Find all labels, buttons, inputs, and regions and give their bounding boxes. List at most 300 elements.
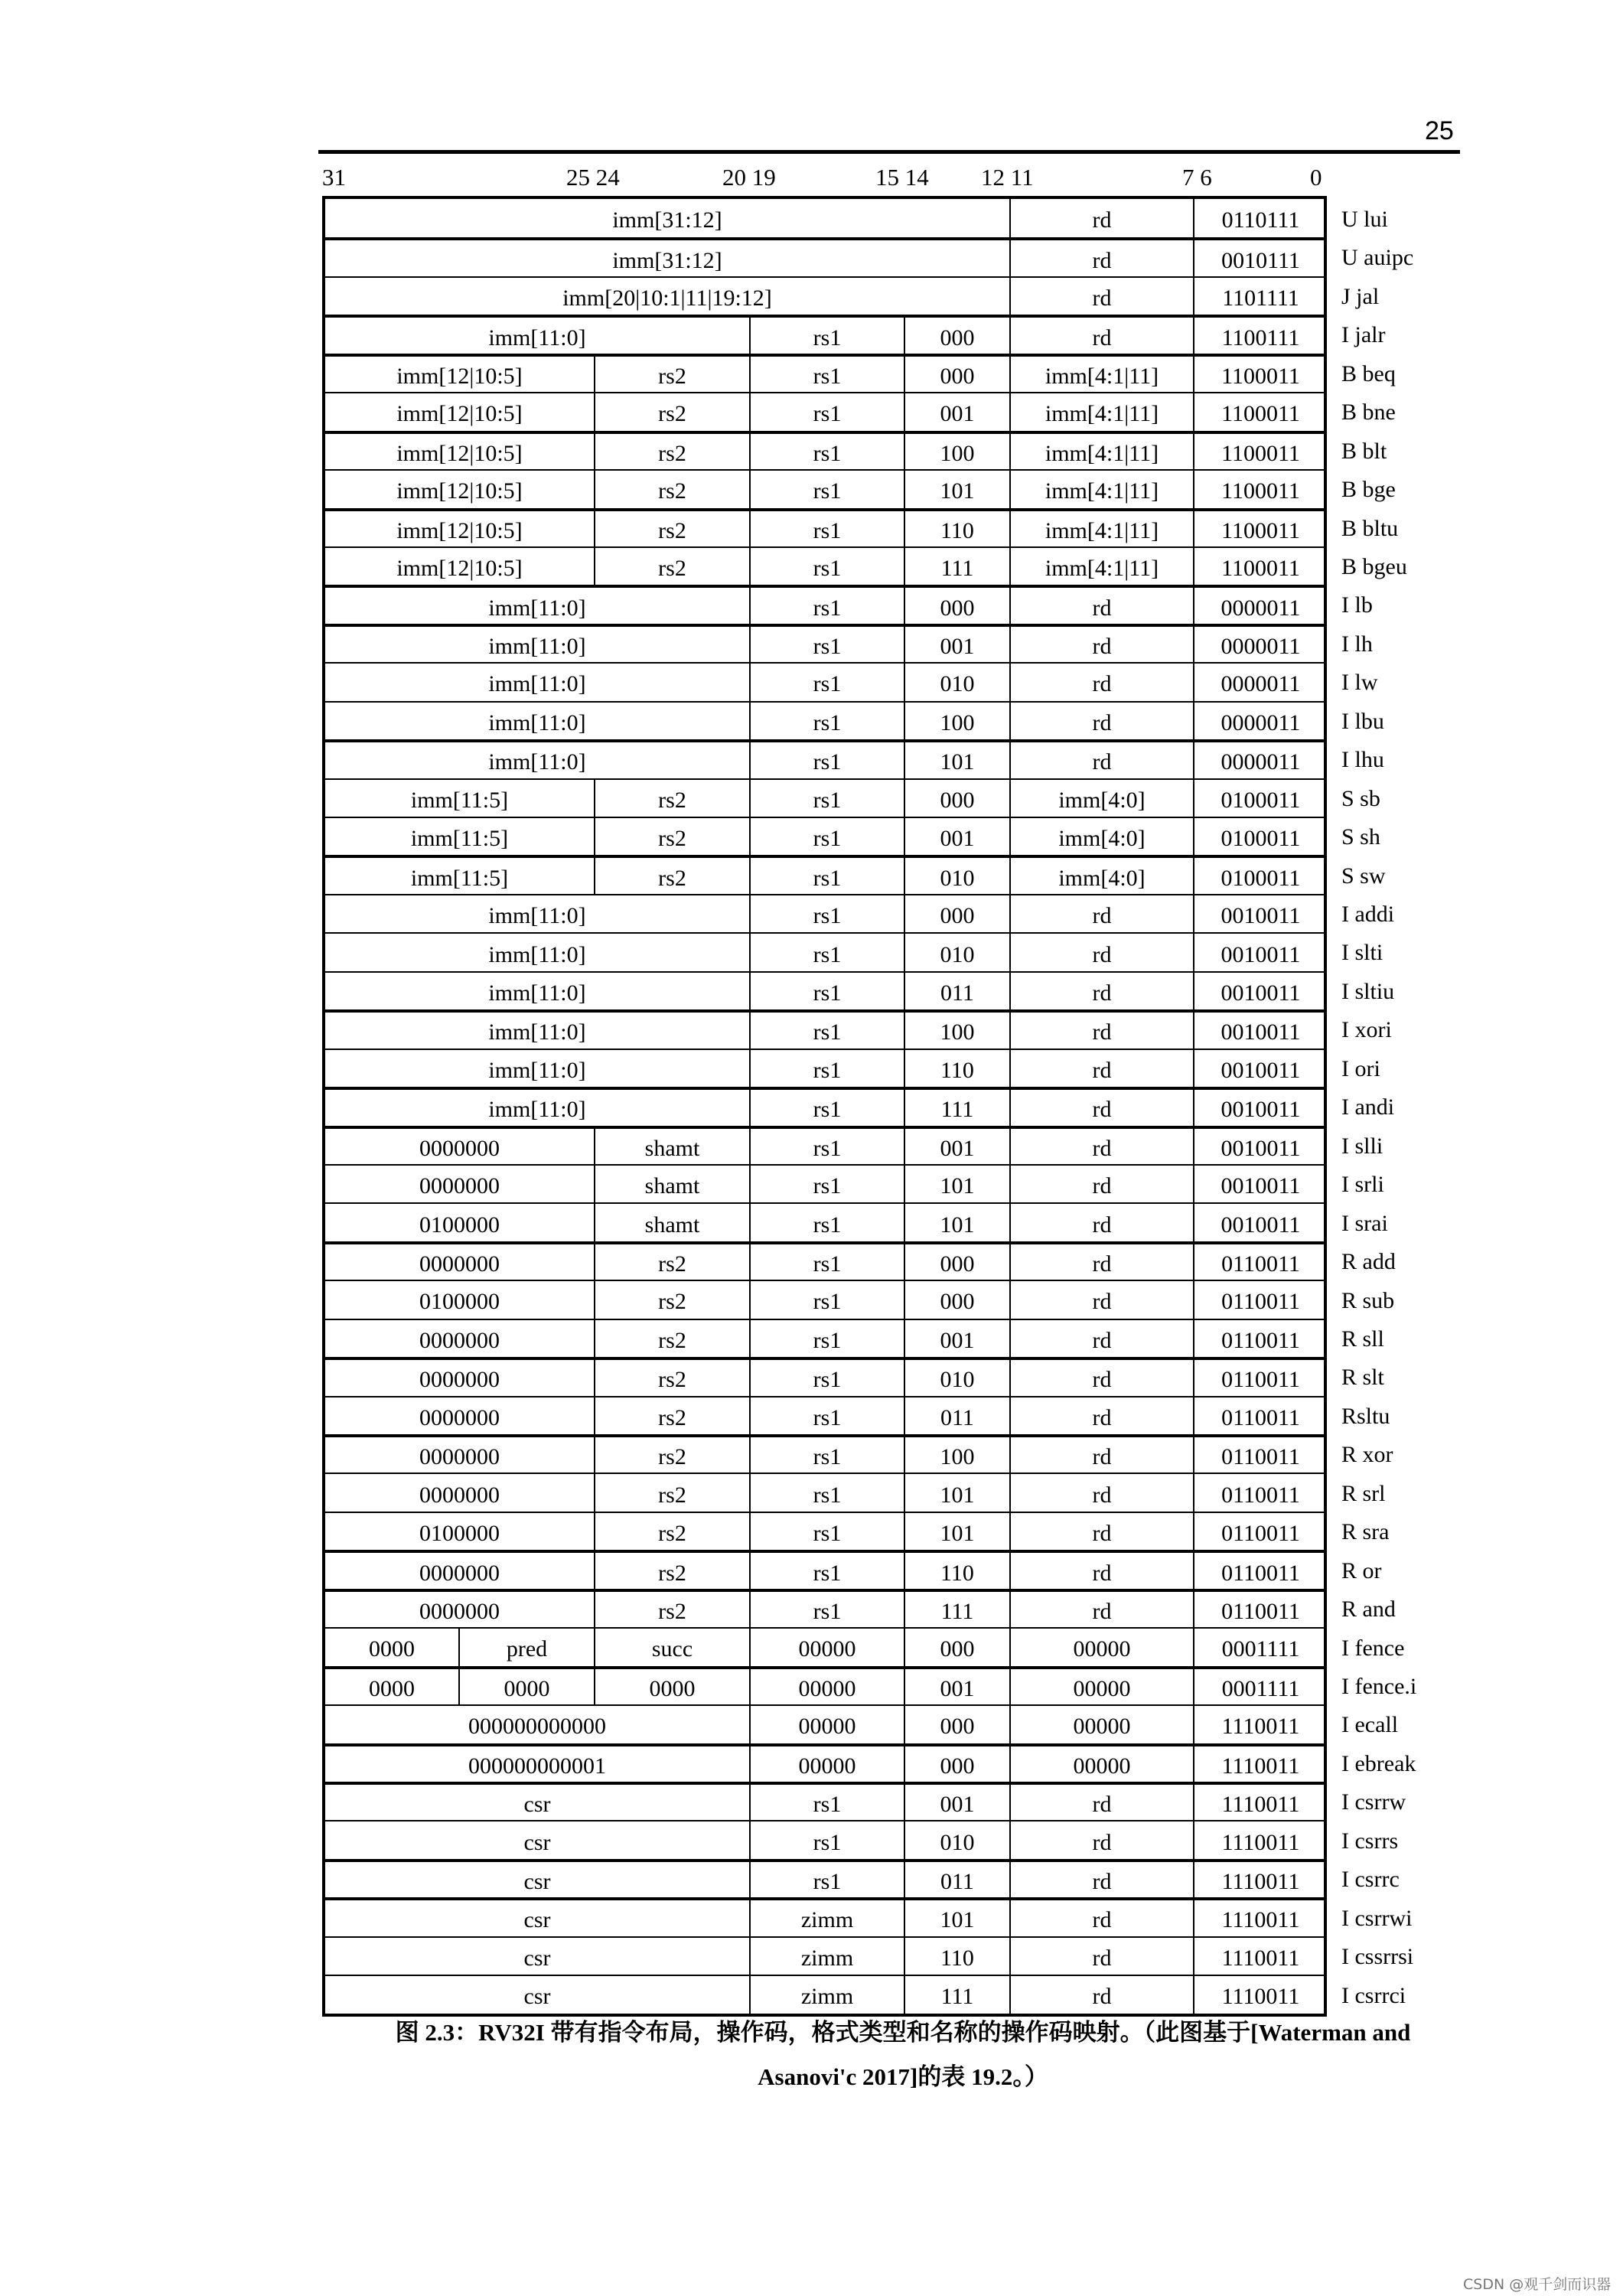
field-cell: rd	[1009, 1050, 1193, 1087]
field-cell: rs2	[594, 858, 749, 893]
instruction-label: I jalr	[1341, 322, 1386, 348]
field-cell: rs1	[749, 1129, 904, 1164]
field-cell: 00000	[749, 1669, 904, 1704]
field-cell: csr	[523, 1984, 551, 2010]
field-cell: rs1	[749, 1013, 904, 1048]
field-cell: 0100000	[419, 1212, 500, 1238]
field-cell: 010	[904, 858, 1009, 893]
field-cell: rs1	[749, 1821, 904, 1858]
field-cell: 0000011	[1193, 664, 1327, 700]
table-row	[325, 739, 1324, 778]
field-cell: rs1	[749, 780, 904, 817]
field-cell: 0100011	[1193, 818, 1327, 855]
field-cell: 0010011	[1193, 895, 1327, 932]
field-cell: 0010011	[1193, 1013, 1327, 1048]
field-cell: rs2	[594, 1281, 749, 1318]
instruction-label: I ebreak	[1341, 1750, 1416, 1776]
instruction-label: R sll	[1341, 1326, 1384, 1352]
field-cell: zimm	[749, 1900, 904, 1936]
field-cell: 000	[904, 1706, 1009, 1743]
table-row	[325, 1897, 1324, 1936]
field-cell: rd	[1009, 1360, 1193, 1395]
field-cell: 0110011	[1193, 1437, 1327, 1473]
field-cell: rs2	[594, 393, 749, 430]
field-cell: 110	[904, 1553, 1009, 1588]
table-row	[325, 662, 1324, 700]
table-row	[325, 1087, 1324, 1125]
field-cell: 0000	[369, 1636, 415, 1662]
field-cell: 0110011	[1193, 1360, 1327, 1395]
field-cell: csr	[523, 1792, 551, 1818]
field-cell: rs1	[749, 1090, 904, 1125]
field-cell: 0000	[369, 1675, 415, 1701]
table-row	[325, 392, 1324, 430]
instruction-label: B bltu	[1341, 515, 1399, 541]
field-cell: rs1	[749, 1204, 904, 1241]
field-cell: imm[11:0]	[488, 980, 586, 1006]
field-cell: rs1	[749, 742, 904, 778]
field-cell: imm[11:0]	[488, 634, 586, 660]
table-row	[325, 1241, 1324, 1280]
instruction-label: R sra	[1341, 1519, 1390, 1545]
table-row	[325, 1164, 1324, 1202]
instruction-label: I slti	[1341, 940, 1383, 966]
instruction-label: R and	[1341, 1596, 1396, 1623]
field-cell: rs1	[749, 934, 904, 970]
instruction-label: I ori	[1341, 1055, 1380, 1081]
field-cell: 100	[904, 1013, 1009, 1048]
field-cell: rs2	[594, 1513, 749, 1550]
field-cell: shamt	[594, 1129, 749, 1164]
field-cell: 101	[904, 742, 1009, 778]
field-cell: 0000011	[1193, 742, 1327, 778]
field-cell: 0110011	[1193, 1397, 1327, 1434]
instruction-label: R or	[1341, 1557, 1382, 1583]
field-cell: 1100111	[1193, 318, 1327, 353]
field-cell: rs2	[594, 1320, 749, 1357]
field-cell: 000	[904, 895, 1009, 932]
table-row	[325, 1704, 1324, 1743]
field-cell: rs1	[749, 973, 904, 1009]
field-cell: rd	[1009, 240, 1193, 276]
field-cell: 0010011	[1193, 934, 1327, 970]
field-cell: 0000000	[419, 1367, 500, 1393]
table-row	[325, 1473, 1324, 1511]
field-cell: imm[11:0]	[488, 325, 586, 351]
field-cell: imm[4:0]	[1009, 818, 1193, 855]
field-cell: 0110011	[1193, 1553, 1327, 1588]
field-cell: rs1	[749, 434, 904, 469]
field-cell: 101	[904, 1513, 1009, 1550]
field-cell: 000	[904, 1281, 1009, 1318]
instruction-label: R slt	[1341, 1365, 1384, 1391]
field-cell: 111	[904, 1592, 1009, 1627]
field-cell: 00000	[1009, 1706, 1193, 1743]
field-cell: 1110011	[1193, 1746, 1327, 1782]
instruction-label: I sltiu	[1341, 978, 1395, 1004]
field-cell: pred	[458, 1629, 594, 1665]
field-cell: rd	[1009, 1013, 1193, 1048]
field-cell: 0000000	[419, 1482, 500, 1508]
table-row	[325, 1009, 1324, 1048]
field-cell: 1110011	[1193, 1785, 1327, 1820]
instruction-label: B blt	[1341, 438, 1387, 464]
table-row	[325, 237, 1324, 276]
field-cell: csr	[523, 1945, 551, 1971]
field-cell: rd	[1009, 934, 1193, 970]
field-cell: 0000000	[419, 1173, 500, 1199]
instruction-label: R add	[1341, 1249, 1396, 1275]
field-cell: imm[4:1|11]	[1009, 357, 1193, 392]
field-cell: shamt	[594, 1166, 749, 1202]
field-cell: 1100011	[1193, 393, 1327, 430]
table-row	[325, 1126, 1324, 1164]
table-row	[325, 1743, 1324, 1782]
field-cell: imm[11:0]	[488, 709, 586, 735]
field-cell: rs1	[749, 1360, 904, 1395]
instruction-label: I fence.i	[1341, 1673, 1417, 1699]
field-cell: rs2	[594, 818, 749, 855]
table-row	[325, 1820, 1324, 1858]
field-cell: rs2	[594, 1474, 749, 1511]
field-cell: imm[12|10:5]	[396, 401, 523, 427]
field-cell: rs1	[749, 1437, 904, 1473]
field-cell: rs1	[749, 318, 904, 353]
table-row	[325, 894, 1324, 932]
field-cell: rs2	[594, 357, 749, 392]
table-row	[325, 1859, 1324, 1897]
field-cell: 0100000	[419, 1521, 500, 1547]
field-cell: 0010011	[1193, 1204, 1327, 1241]
instruction-label: B bne	[1341, 400, 1396, 426]
field-cell: 111	[904, 1090, 1009, 1125]
field-cell: rd	[1009, 1397, 1193, 1434]
instruction-label: I csrrw	[1341, 1789, 1406, 1815]
table-row	[325, 276, 1324, 315]
table-row	[325, 431, 1324, 469]
field-cell: 0010111	[1193, 240, 1327, 276]
field-cell: rs1	[749, 703, 904, 739]
figure-caption-line2: Asanovi'c 2017]的表 19.2。）	[758, 2063, 1048, 2090]
field-cell: 001	[904, 393, 1009, 430]
field-cell: imm[12|10:5]	[396, 363, 523, 389]
field-cell: rd	[1009, 318, 1193, 353]
field-cell: imm[11:5]	[410, 865, 509, 891]
field-cell: imm[31:12]	[612, 247, 722, 273]
table-row	[325, 1512, 1324, 1550]
field-cell: 0000011	[1193, 588, 1327, 623]
instruction-label: B bgeu	[1341, 554, 1407, 580]
field-cell: 000000000000	[468, 1714, 606, 1740]
field-cell: imm[20|10:1|11|19:12]	[562, 285, 772, 311]
bit-label: 0	[1310, 164, 1322, 191]
field-cell: 010	[904, 934, 1009, 970]
field-cell: 00000	[1009, 1669, 1193, 1704]
table-row	[325, 1434, 1324, 1473]
field-cell: imm[11:0]	[488, 941, 586, 967]
field-cell: 0000000	[419, 1135, 500, 1161]
instruction-label: Rsltu	[1341, 1403, 1390, 1429]
instruction-label: I addi	[1341, 902, 1395, 928]
instruction-label: J jal	[1341, 283, 1380, 309]
page-number: 25	[1425, 116, 1454, 145]
field-cell: imm[12|10:5]	[396, 440, 523, 466]
field-cell: imm[12|10:5]	[396, 556, 523, 582]
field-cell: rd	[1009, 1437, 1193, 1473]
field-cell: 100	[904, 703, 1009, 739]
field-cell: 0000000	[419, 1444, 500, 1470]
field-cell: imm[11:5]	[410, 787, 509, 813]
field-cell: rd	[1009, 1244, 1193, 1280]
field-cell: 0001111	[1193, 1669, 1327, 1704]
table-row	[325, 469, 1324, 507]
field-cell: rs1	[749, 895, 904, 932]
field-cell: 001	[904, 1320, 1009, 1357]
table-row	[325, 1357, 1324, 1395]
field-cell: rd	[1009, 1281, 1193, 1318]
field-cell: 0000000	[419, 1560, 500, 1586]
bit-label: 25 24	[566, 164, 620, 191]
field-cell: 001	[904, 1785, 1009, 1820]
field-cell: 00000	[749, 1706, 904, 1743]
field-cell: 0010011	[1193, 973, 1327, 1009]
field-cell: rd	[1009, 1900, 1193, 1936]
field-cell: 0000000	[419, 1598, 500, 1624]
field-cell: imm[11:0]	[488, 1097, 586, 1123]
field-cell: 011	[904, 1397, 1009, 1434]
field-cell: rs1	[749, 1244, 904, 1280]
field-cell: 000	[904, 1244, 1009, 1280]
field-cell: 1110011	[1193, 1706, 1327, 1743]
field-cell: 001	[904, 1669, 1009, 1704]
field-cell: 001	[904, 1129, 1009, 1164]
field-cell: imm[11:0]	[488, 749, 586, 775]
instruction-label: U auipc	[1341, 245, 1414, 271]
field-cell: 0110011	[1193, 1281, 1327, 1318]
field-cell: 00000	[1009, 1629, 1193, 1665]
table-row	[325, 508, 1324, 546]
field-cell: rd	[1009, 1204, 1193, 1241]
field-cell: 000	[904, 357, 1009, 392]
field-cell: 0000000	[419, 1251, 500, 1277]
field-cell: 1110011	[1193, 1862, 1327, 1897]
instruction-label: I fence	[1341, 1635, 1405, 1661]
field-cell: imm[12|10:5]	[396, 478, 523, 504]
table-row	[325, 546, 1324, 585]
field-cell: 0110011	[1193, 1474, 1327, 1511]
instruction-label: I xori	[1341, 1017, 1392, 1043]
bit-label: 12 11	[981, 164, 1034, 191]
table-row	[325, 1627, 1324, 1665]
field-cell: 0100011	[1193, 858, 1327, 893]
table-row	[325, 971, 1324, 1009]
field-cell: 0100011	[1193, 780, 1327, 817]
table-row	[325, 1936, 1324, 1975]
table-row	[325, 1049, 1324, 1087]
field-cell: 010	[904, 1360, 1009, 1395]
header-rule	[318, 150, 1460, 154]
field-cell: rs2	[594, 1244, 749, 1280]
field-cell: succ	[594, 1629, 749, 1665]
field-cell: rd	[1009, 1592, 1193, 1627]
field-cell: rs1	[749, 1050, 904, 1087]
field-cell: rd	[1009, 1862, 1193, 1897]
instruction-label: I ecall	[1341, 1712, 1399, 1738]
table-row	[325, 1975, 1324, 2013]
instruction-label: I csrrs	[1341, 1828, 1399, 1854]
table-row	[325, 1202, 1324, 1241]
field-cell: rs1	[749, 1785, 904, 1820]
field-cell: 0000000	[419, 1327, 500, 1353]
field-cell: rd	[1009, 742, 1193, 778]
instruction-label: I lw	[1341, 670, 1378, 696]
field-cell: rs1	[749, 818, 904, 855]
field-cell: imm[4:1|11]	[1009, 548, 1193, 585]
field-cell: rd	[1009, 1166, 1193, 1202]
field-cell: rs1	[749, 511, 904, 546]
table-row	[325, 1396, 1324, 1434]
field-cell: 0010011	[1193, 1090, 1327, 1125]
field-cell: 0010011	[1193, 1050, 1327, 1087]
field-cell: 0000	[594, 1669, 749, 1704]
instruction-label: I lbu	[1341, 708, 1384, 734]
field-cell: imm[4:1|11]	[1009, 471, 1193, 507]
field-cell: 000	[904, 1746, 1009, 1782]
instruction-label: U lui	[1341, 207, 1388, 232]
table-row	[325, 1589, 1324, 1627]
field-cell: 010	[904, 1821, 1009, 1858]
field-cell: csr	[523, 1829, 551, 1855]
field-cell: 110	[904, 1050, 1009, 1087]
field-cell: imm[11:0]	[488, 595, 586, 621]
field-cell: 111	[904, 1976, 1009, 2013]
instruction-label: I andi	[1341, 1094, 1395, 1120]
field-cell: 1110011	[1193, 1900, 1327, 1936]
table-row	[325, 315, 1324, 353]
instruction-label: I srai	[1341, 1210, 1388, 1236]
field-cell: 000	[904, 588, 1009, 623]
field-cell: imm[4:0]	[1009, 780, 1193, 817]
field-cell: rs1	[749, 627, 904, 662]
field-cell: rd	[1009, 1474, 1193, 1511]
field-cell: imm[4:1|11]	[1009, 511, 1193, 546]
field-cell: imm[11:0]	[488, 1019, 586, 1045]
instruction-label: I cssrrsi	[1341, 1944, 1414, 1970]
figure-caption-line1: 图 2.3：RV32I 带有指令布局，操作码，格式类型和名称的操作码映射。（此图基于[Waterman and	[395, 2019, 1411, 2046]
field-cell: imm[11:5]	[410, 826, 509, 852]
field-cell: 0001111	[1193, 1629, 1327, 1665]
field-cell: rs1	[749, 1592, 904, 1627]
field-cell: 101	[904, 1204, 1009, 1241]
watermark: CSDN @观千剑而识器	[1463, 2276, 1612, 2293]
instruction-label: B bge	[1341, 477, 1396, 503]
field-cell: 0110111	[1193, 199, 1327, 237]
field-cell: rs2	[594, 434, 749, 469]
field-cell: shamt	[594, 1204, 749, 1241]
field-cell: 101	[904, 1166, 1009, 1202]
field-cell: 001	[904, 818, 1009, 855]
field-cell: imm[11:0]	[488, 1057, 586, 1083]
instruction-label: B beq	[1341, 360, 1396, 386]
field-cell: 011	[904, 1862, 1009, 1897]
table-row	[325, 1319, 1324, 1357]
field-cell: rs2	[594, 1397, 749, 1434]
field-cell: rd	[1009, 1513, 1193, 1550]
field-cell: rd	[1009, 664, 1193, 700]
field-cell: rs1	[749, 664, 904, 700]
field-cell: 110	[904, 1938, 1009, 1975]
field-cell: imm[12|10:5]	[396, 517, 523, 543]
field-cell: rd	[1009, 1785, 1193, 1820]
field-cell: rd	[1009, 627, 1193, 662]
field-cell: rs2	[594, 1592, 749, 1627]
field-cell: 0010011	[1193, 1166, 1327, 1202]
field-cell: rs1	[749, 548, 904, 585]
field-cell: imm[11:0]	[488, 903, 586, 929]
field-cell: rs1	[749, 1397, 904, 1434]
field-cell: rs2	[594, 511, 749, 546]
bit-label: 7 6	[1182, 164, 1212, 191]
field-cell: rd	[1009, 973, 1193, 1009]
field-cell: rs1	[749, 588, 904, 623]
field-cell: 000	[904, 318, 1009, 353]
field-cell: 0010011	[1193, 1129, 1327, 1164]
field-cell: rd	[1009, 199, 1193, 237]
table-row	[325, 855, 1324, 893]
table-row	[325, 1550, 1324, 1588]
field-cell: 00000	[749, 1629, 904, 1665]
field-cell: rs1	[749, 1320, 904, 1357]
field-cell: 000	[904, 1629, 1009, 1665]
instruction-label: R xor	[1341, 1442, 1393, 1468]
table-row	[325, 585, 1324, 623]
field-cell: rd	[1009, 1821, 1193, 1858]
field-cell: 0110011	[1193, 1244, 1327, 1280]
instruction-label: I csrrc	[1341, 1867, 1400, 1893]
field-cell: rs1	[749, 357, 904, 392]
field-cell: rd	[1009, 1938, 1193, 1975]
field-cell: rs2	[594, 1437, 749, 1473]
field-cell: 0100000	[419, 1289, 500, 1315]
field-cell: rs2	[594, 1360, 749, 1395]
field-cell: rs1	[749, 1553, 904, 1588]
field-cell: zimm	[749, 1976, 904, 2013]
instruction-label: I csrrci	[1341, 1982, 1406, 2008]
bit-label: 15 14	[875, 164, 929, 191]
field-cell: 00000	[1009, 1746, 1193, 1782]
field-cell: csr	[523, 1869, 551, 1895]
field-cell: 1100011	[1193, 471, 1327, 507]
field-cell: 00000	[749, 1746, 904, 1782]
instruction-label: S sw	[1341, 863, 1386, 889]
instruction-label: I lhu	[1341, 747, 1384, 773]
bit-label: 20 19	[722, 164, 776, 191]
field-cell: 1100011	[1193, 434, 1327, 469]
field-cell: imm[11:0]	[488, 671, 586, 697]
field-cell: 101	[904, 1900, 1009, 1936]
instruction-label: I slli	[1341, 1133, 1383, 1159]
field-cell: 000	[904, 780, 1009, 817]
field-cell: 1101111	[1193, 278, 1327, 315]
table-row	[325, 817, 1324, 855]
field-cell: rd	[1009, 703, 1193, 739]
instruction-label: R srl	[1341, 1480, 1386, 1506]
field-cell: 1100011	[1193, 357, 1327, 392]
field-cell: 101	[904, 1474, 1009, 1511]
field-cell: rd	[1009, 1129, 1193, 1164]
table-row	[325, 624, 1324, 662]
instruction-label: I srli	[1341, 1172, 1384, 1198]
